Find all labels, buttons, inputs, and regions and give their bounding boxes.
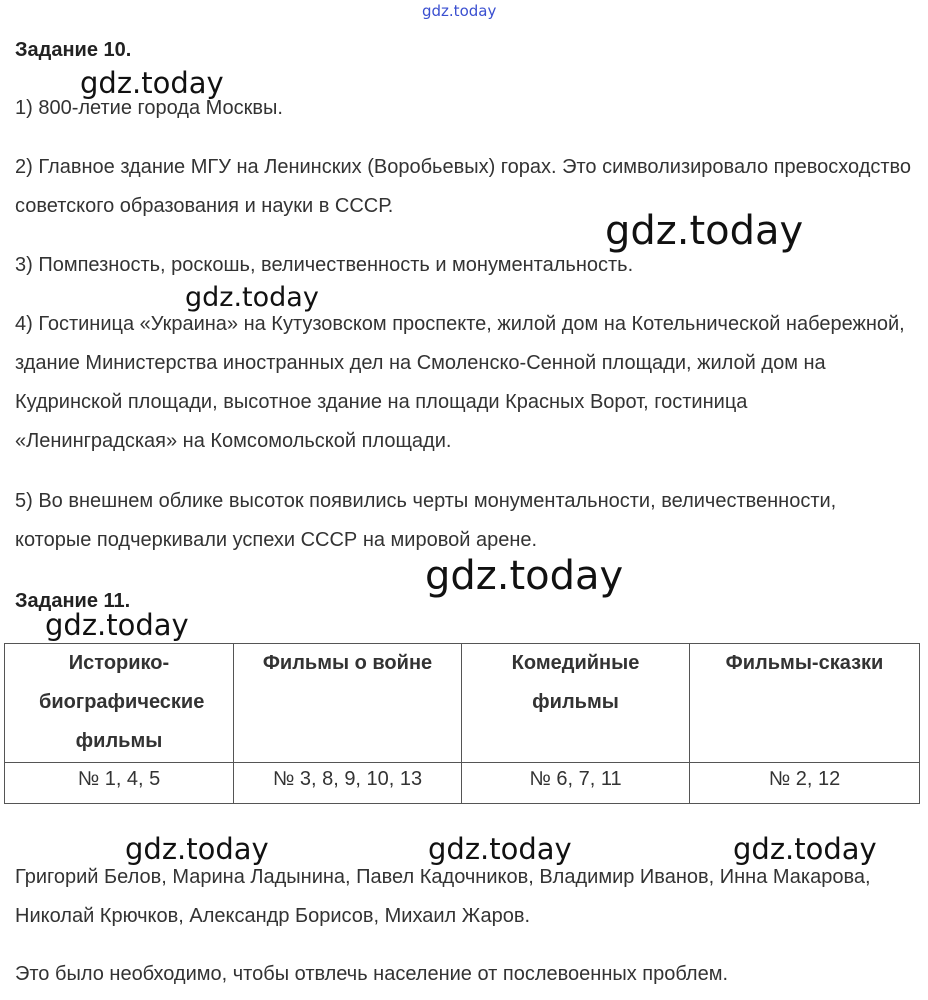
cell-fairy-tale-films: № 2, 12 [690,763,920,804]
task10-answer-4: 4) Гостиница «Украина» на Кутузовском проспекте, жилой дом на Котельнической набережной, здание Министерства иностранных дел на Смоленско-Сенной площади, жилой дом на Кудринской площади, высотное здание на площади Красных Ворот, гостиница «Ленинградская» на Комсомольской площади. [15,313,905,452]
cell-war-films: № 3, 8, 9, 10, 13 [234,763,462,804]
films-table [4,643,920,804]
task10-heading: Задание 10. [15,39,132,61]
table-header-row [5,644,920,763]
watermark-top: gdz.today [422,2,497,20]
watermark: gdz.today [605,208,804,254]
watermark: gdz.today [425,553,624,599]
watermark: gdz.today [428,832,572,866]
watermark: gdz.today [125,832,269,866]
cell-comedy-films: № 6, 7, 11 [462,763,690,804]
task11-heading: Задание 11. [15,590,131,612]
table-row [5,763,920,804]
header-war-films: Фильмы о войне [234,644,462,763]
header-fairy-tale-films: Фильмы-сказки [690,644,920,763]
task10-answer-5: 5) Во внешнем облике высоток появились черты монументальности, величественности, которые подчеркивали успехи СССР на мировой арене. [15,490,837,551]
task10-answer-2: 2) Главное здание МГУ на Ленинских (Воробьевых) горах. Это символизировало превосходство советского образования и науки в СССР. [15,156,912,217]
cell-historical-biographical: № 1, 4, 5 [5,763,234,804]
task10-answer-1: 1) 800-летие города Москвы. [15,97,283,119]
header-comedy-films: Комедийные фильмы [462,644,690,763]
task10-answer-3: 3) Помпезность, роскошь, величественность и монументальность. [15,254,634,276]
watermark: gdz.today [185,282,319,313]
conclusion: Это было необходимо, чтобы отвлечь население от послевоенных проблем. [15,963,729,985]
watermark: gdz.today [733,832,877,866]
watermark: gdz.today [45,608,189,642]
actors-list: Григорий Белов, Марина Ладынина, Павел Кадочников, Владимир Иванов, Инна Макарова, Николай Крючков, Александр Борисов, Михаил Жаров. [15,866,871,927]
watermark: gdz.today [80,66,224,100]
header-historical-biographical: Историко-биографические фильмы [5,644,234,763]
